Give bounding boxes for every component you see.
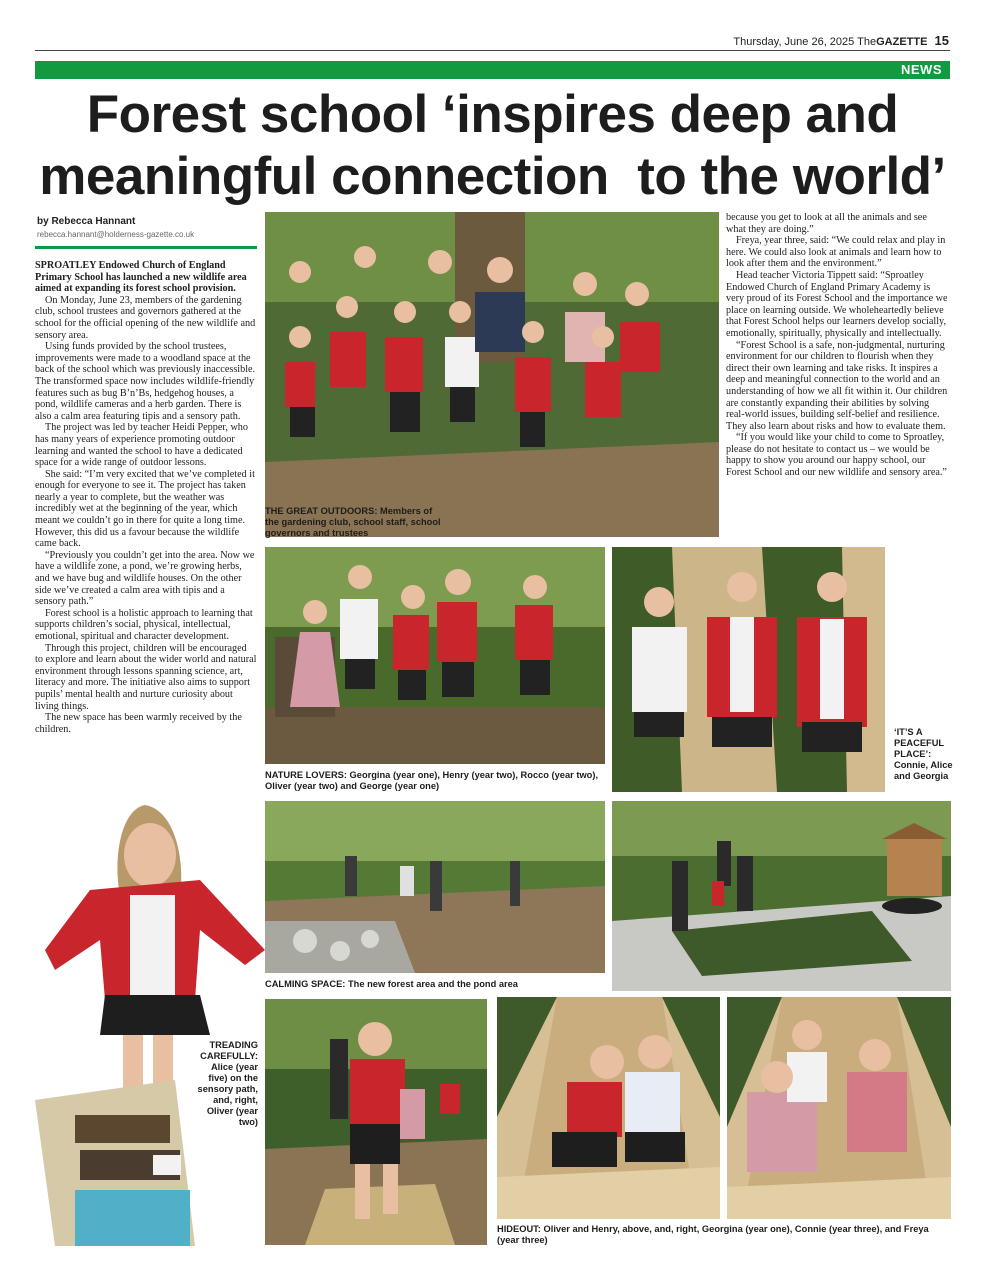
page-folio (733, 33, 949, 48)
photo-hideout-girls (727, 997, 951, 1219)
article-column-1 (35, 260, 257, 735)
body-paragraph: Through this project, children will be encouraged to explore and learn about the wider world and natural environment through lessons spanning science, art, literacy and more. The initiative also aims to support pupils’ mental health and nurture curiosity about living things. (35, 642, 257, 712)
section-bar (35, 61, 950, 79)
brand-logo: TheGAZETTE (857, 36, 928, 48)
body-paragraph: Forest school is a holistic approach to learning that supports children’s social, physical, intellectual, emotional, spiritual and character development. (35, 607, 253, 642)
issue-date: Thursday, June 26, 2025 (733, 36, 855, 48)
photo-group-outdoors (265, 212, 719, 537)
body-paragraph: Using funds provided by the school trustees, improvements were made to a woodland space at the back of the school which was previously inaccessible. The transformed space now includes wildlife-friendly features such as bug B’n’Bs, hedgehog houses, a pond, wildlife cameras and a herb garden. There is also a calm area featuring tipis and a sensory path. (35, 341, 256, 422)
article-column-3 (726, 212, 948, 479)
body-paragraph: The project was led by teacher Heidi Pepper, who has many years of experience promoting outdoor learning and wanted the school to have a dedicated space for a wide range of outdoor lessons. (35, 422, 248, 469)
author-email[interactable]: rebecca.hannant@holderness-gazette.co.uk (37, 230, 195, 239)
photo-peaceful-place (612, 547, 885, 792)
page-number: 15 (934, 33, 949, 48)
photo-oliver-sensory-path (265, 999, 487, 1245)
byline-rule (35, 246, 257, 249)
body-paragraph: “If you would like your child to come to Sproatley, please do not hesitate to contact us – we would be happy to show you around our happy school, our Forest School and our new wildlife and sensory area.” (726, 432, 947, 479)
photo-nature-lovers (265, 547, 605, 764)
lead-paragraph: SPROATLEY Endowed Church of England Primary School has launched a new wildlife area aimed at expanding its forest school provision. (35, 260, 247, 295)
photo-pond-area (612, 801, 951, 991)
photo-forest-area (265, 801, 605, 973)
body-paragraph: “Forest School is a safe, non-judgmental, nurturing environment for our children to flourish when they direct their own learning and take risks. It inspires a deep and meaningful connection to the world and an understanding of how we all fit within it. Our children are constantly expanding their abilities by solving real-world issues, building self-belief and resilience. They also learn about risks and how to evaluate them. (726, 339, 948, 432)
caption-calming-space: CALMING SPACE: The new forest area and the pond area (265, 979, 518, 989)
byline: by Rebecca Hannant (37, 216, 136, 227)
caption-peaceful-place: ‘IT’S A PEACEFUL PLACE’: Connie, Alice and Georgia (894, 727, 953, 781)
section-label: NEWS (901, 62, 942, 77)
body-paragraph: Freya, year three, said: “We could relax and play in here. We could also look at animals and learn how to look after them and the environment.” (726, 235, 946, 270)
headline (20, 84, 965, 208)
caption-great-outdoors: THE GREAT OUTDOORS: Members of the gardening club, school staff, school governors and trustees (265, 506, 441, 538)
caption-hideout: HIDEOUT: Oliver and Henry, above, and, right, Georgina (year one), Connie (year three), and Freya (year three) (497, 1224, 929, 1245)
photo-hideout-oliver-henry (497, 997, 720, 1219)
top-rule (35, 50, 950, 51)
headline-line-2: meaningful connection to the world’ (39, 147, 946, 206)
body-paragraph: “Previously you couldn’t get into the area. Now we have a wildlife zone, a pond, we’re growing herbs, and we have bug and wildlife houses. On the other side we’ve created a calm area with tipis and a sensory path.” (35, 549, 255, 608)
body-paragraph: She said: “I’m very excited that we’ve completed it enough for everyone to see it. The project has taken nearly a year to complete, but the weather was incredibly wet at the beginning of the year, which meant we couldn’t go in there for quite a long time. However, this did us a favour because the wildlife came back. (35, 468, 255, 550)
body-paragraph: On Monday, June 23, members of the gardening club, school trustees and governors gathered at the school for the official opening of the new wildlife and sensory area. (35, 294, 256, 341)
body-paragraph: because you get to look at all the animals and see what they are doing.” (726, 212, 927, 235)
headline-line-1: Forest school ‘inspires deep and (86, 85, 899, 144)
photo-alice-sensory-path (35, 800, 265, 1246)
caption-nature-lovers: NATURE LOVERS: Georgina (year one), Henry (year two), Rocco (year two), Oliver (year two) and George (year one) (265, 770, 599, 791)
body-paragraph: Head teacher Victoria Tippett said: “Sproatley Endowed Church of England Primary Academy is very proud of its Forest School and the importance we place on learning outside. We wholeheartedly believe that Forest School helps our learners develop socially, emotionally, spiritually, physically and intellectually. (726, 269, 948, 339)
body-paragraph: The new space has been warmly received by the children. (35, 712, 242, 735)
caption-treading-carefully: TREADING CAREFULLY: Alice (year five) on the sensory path, and, right, Oliver (year two) (197, 1040, 258, 1127)
